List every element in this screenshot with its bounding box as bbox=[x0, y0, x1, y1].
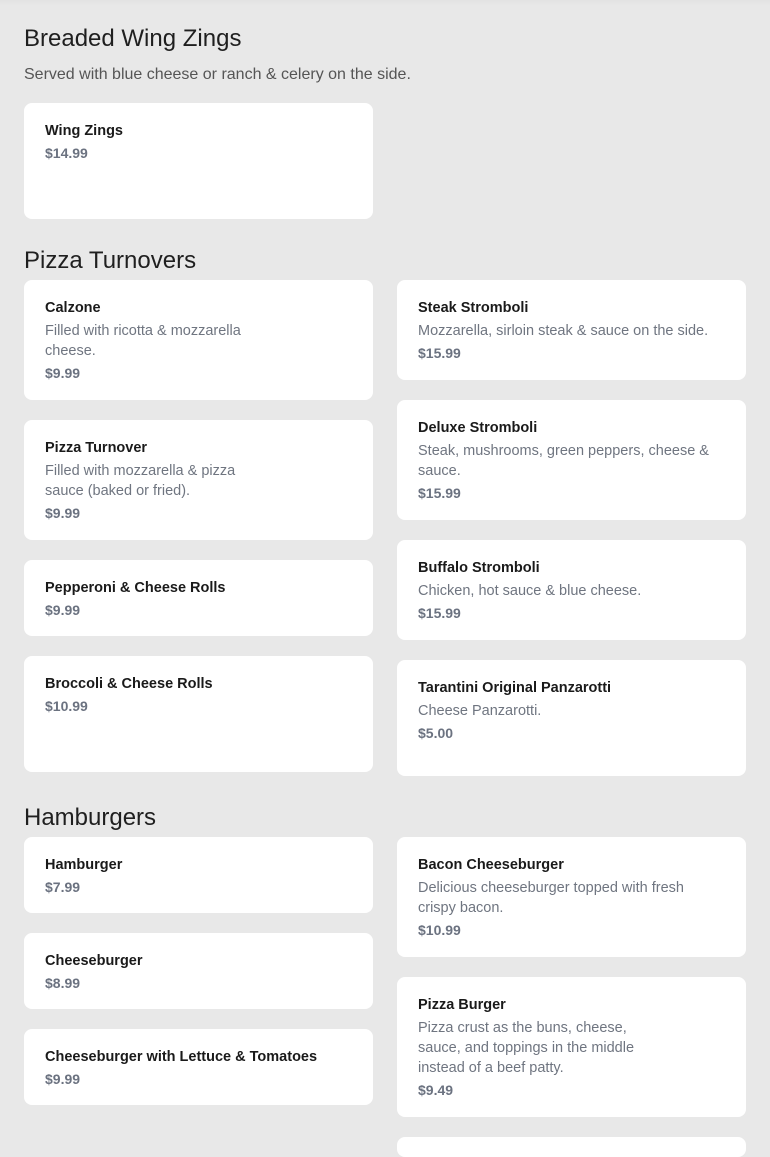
item-price: $9.99 bbox=[45, 602, 81, 618]
item-price: $15.99 bbox=[418, 605, 461, 621]
item-price: $8.99 bbox=[45, 975, 81, 991]
item-name: Broccoli & Cheese Rolls bbox=[45, 676, 213, 692]
menu-item-card-cheeseburger-lettuce-tomatoes[interactable] bbox=[24, 1029, 373, 1105]
item-price: $9.99 bbox=[45, 505, 81, 521]
item-price: $10.99 bbox=[418, 922, 461, 938]
menu-item-card-pepperoni-cheese-rolls[interactable] bbox=[24, 560, 373, 636]
item-description: Steak, mushrooms, green peppers, cheese & sauce. bbox=[418, 443, 709, 479]
menu-item-card-calzone[interactable] bbox=[24, 280, 373, 400]
item-price: $15.99 bbox=[418, 485, 461, 501]
item-price: $9.99 bbox=[45, 365, 81, 381]
menu-item-card-wing-zings[interactable] bbox=[24, 103, 373, 219]
item-name: Calzone bbox=[45, 300, 101, 316]
item-name: Buffalo Stromboli bbox=[418, 560, 540, 576]
item-price: $7.99 bbox=[45, 879, 81, 895]
section-description-breaded-wing-zings: Served with blue cheese or ranch & celery on the side. bbox=[24, 66, 411, 83]
item-description: Cheese Panzarotti. bbox=[418, 703, 542, 719]
item-price: $5.00 bbox=[418, 725, 454, 741]
item-name: Deluxe Stromboli bbox=[418, 420, 538, 436]
menu-item-card-cheeseburger[interactable] bbox=[24, 933, 373, 1009]
item-description: Mozzarella, sirloin steak & sauce on the side. bbox=[418, 323, 709, 339]
section-title-pizza-turnovers: Pizza Turnovers bbox=[24, 247, 197, 274]
menu-item-card-bacon-cheeseburger[interactable] bbox=[397, 837, 746, 957]
menu-item-card-deluxe-stromboli[interactable] bbox=[397, 400, 746, 520]
item-description: Filled with mozzarella & pizza sauce (baked or fried). bbox=[45, 463, 236, 499]
item-description: Filled with ricotta & mozzarella cheese. bbox=[45, 323, 241, 359]
menu-item-card-buffalo-stromboli[interactable] bbox=[397, 540, 746, 640]
menu-item-card-steak-stromboli[interactable] bbox=[397, 280, 746, 380]
item-name: Pizza Burger bbox=[418, 997, 506, 1013]
item-description: Delicious cheeseburger topped with fresh crispy bacon. bbox=[418, 880, 684, 916]
menu-item-card-hamburger[interactable] bbox=[24, 837, 373, 913]
item-name: Steak Stromboli bbox=[418, 300, 529, 316]
menu-item-card-pizza-turnover[interactable] bbox=[24, 420, 373, 540]
item-name: Cheeseburger bbox=[45, 953, 143, 969]
item-name: Bacon Cheeseburger bbox=[418, 857, 564, 873]
item-name: Tarantini Original Panzarotti bbox=[418, 680, 612, 696]
item-price: $10.99 bbox=[45, 698, 88, 714]
item-price: $9.99 bbox=[45, 1071, 81, 1087]
item-name: Hamburger bbox=[45, 857, 123, 873]
menu-item-card-broccoli-cheese-rolls[interactable] bbox=[24, 656, 373, 772]
menu-item-card-tarantini-original-panzarotti[interactable] bbox=[397, 660, 746, 776]
menu-item-card-partial[interactable] bbox=[397, 1137, 746, 1157]
item-price: $15.99 bbox=[418, 345, 461, 361]
item-description: Chicken, hot sauce & blue cheese. bbox=[418, 583, 642, 599]
item-price: $9.49 bbox=[418, 1082, 454, 1098]
item-name: Wing Zings bbox=[45, 123, 123, 139]
menu-item-card-pizza-burger[interactable] bbox=[397, 977, 746, 1117]
item-name: Pepperoni & Cheese Rolls bbox=[45, 580, 226, 596]
section-title-hamburgers: Hamburgers bbox=[24, 804, 157, 831]
section-title-breaded-wing-zings: Breaded Wing Zings bbox=[24, 25, 242, 52]
top-edge bbox=[0, 0, 770, 6]
item-name: Pizza Turnover bbox=[45, 440, 148, 456]
item-price: $14.99 bbox=[45, 145, 88, 161]
item-name: Cheeseburger with Lettuce & Tomatoes bbox=[45, 1049, 318, 1065]
item-description: Pizza crust as the buns, cheese, sauce, and toppings in the middle instead of a beef patty. bbox=[418, 1020, 635, 1076]
